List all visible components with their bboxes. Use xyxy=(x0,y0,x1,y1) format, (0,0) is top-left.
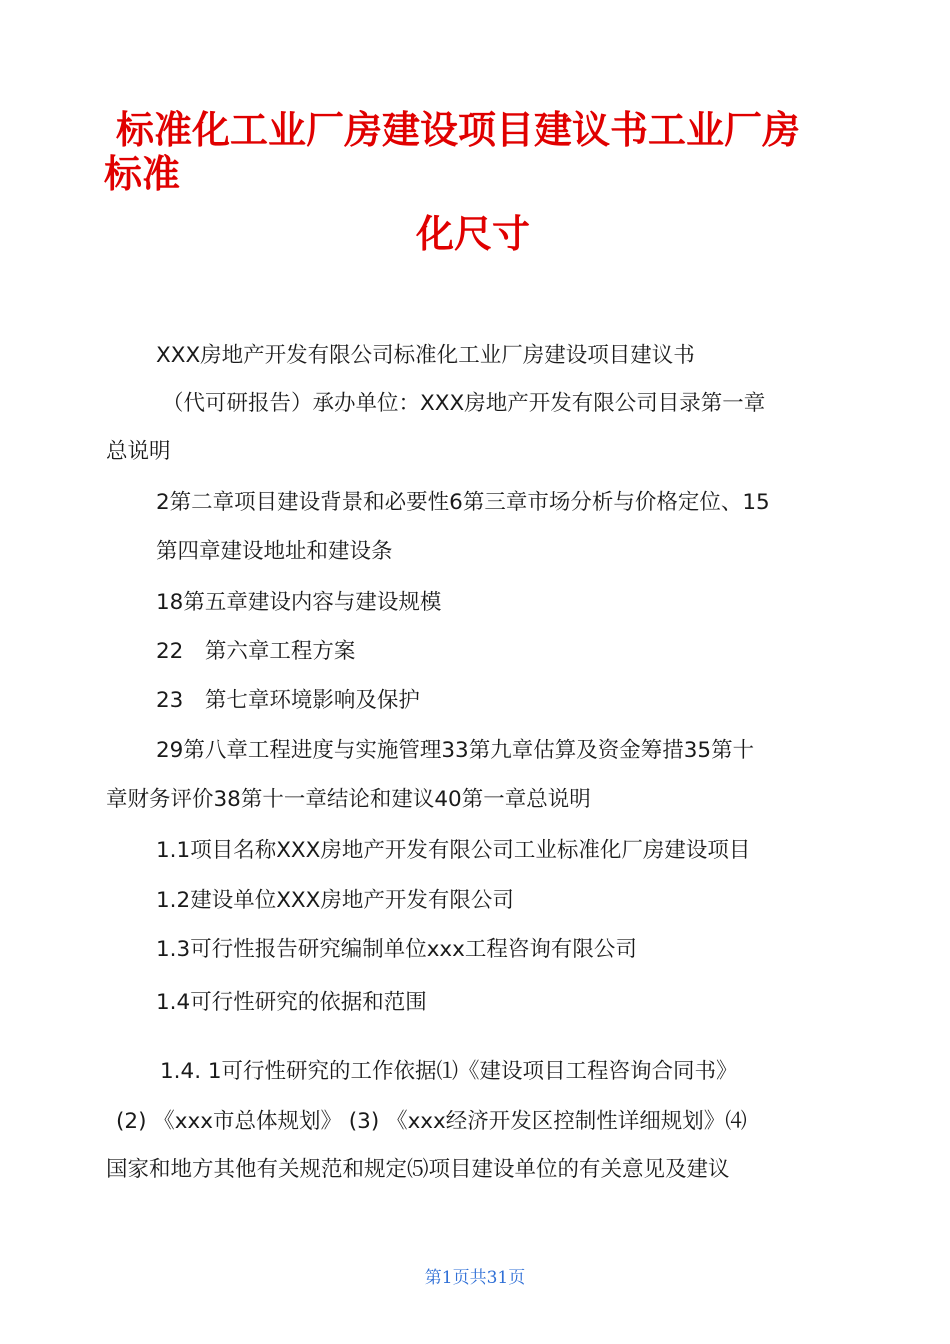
title-line-1: 标准化工业厂房建设项目建议书工业厂房 xyxy=(116,108,801,152)
title-line-2: 标准 xyxy=(104,152,181,196)
body-line: 1.3可行性报告研究编制单位xxx工程咨询有限公司 xyxy=(156,937,637,962)
body-line: 1.2建设单位XXX房地产开发有限公司 xyxy=(156,888,514,913)
body-line: 29第八章工程进度与实施管理33第九章估算及资金筹措35第十 xyxy=(156,738,755,763)
body-line: 总说明 xyxy=(106,439,171,464)
body-line: 22 第六章工程方案 xyxy=(156,639,356,664)
body-line: (2) 《xxx市总体规划》 (3) 《xxx经济开发区控制性详细规划》⑷ xyxy=(116,1109,747,1134)
body-line: 国家和地方其他有关规范和规定⑸项目建设单位的有关意见及建议 xyxy=(106,1157,730,1182)
title-line-3: 化尺寸 xyxy=(416,212,531,256)
body-line: 2第二章项目建设背景和必要性6第三章市场分析与价格定位、15 xyxy=(156,490,770,515)
body-line: 章财务评价38第十一章结论和建议40第一章总说明 xyxy=(106,787,591,812)
body-line: 18第五章建设内容与建设规模 xyxy=(156,590,442,615)
body-line: （代可研报告）承办单位：XXX房地产开发有限公司目录第一章 xyxy=(162,391,766,416)
body-line: 1.4可行性研究的依据和范围 xyxy=(156,990,427,1015)
body-line: 1.4. 1可行性研究的工作依据⑴《建设项目工程咨询合同书》 xyxy=(160,1059,738,1084)
body-line: 第四章建设地址和建设条 xyxy=(156,539,393,564)
body-line: XXX房地产开发有限公司标准化工业厂房建设项目建议书 xyxy=(156,343,695,368)
page-number: 第1页共31页 xyxy=(424,1268,526,1288)
body-line: 1.1项目名称XXX房地产开发有限公司工业标准化厂房建设项目 xyxy=(156,838,751,863)
body-line: 23 第七章环境影响及保护 xyxy=(156,688,420,713)
